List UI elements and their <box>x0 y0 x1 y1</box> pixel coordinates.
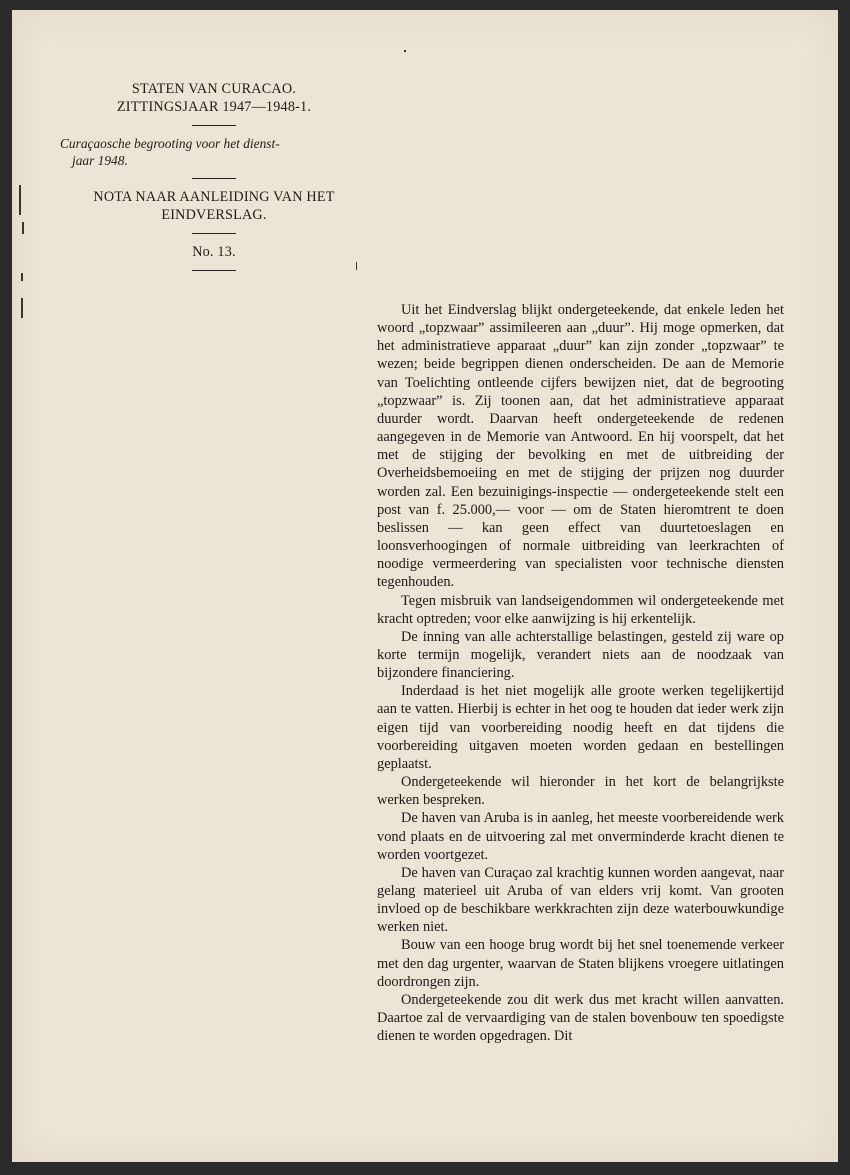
paragraph: Ondergeteekende zou dit werk dus met kracht willen aanvatten. Daartoe zal de vervaardiging van de stalen bovenbouw ten spoedigste dienen te worden opgedragen. Dit <box>377 991 784 1045</box>
paragraph: Inderdaad is het niet mogelijk alle groote werken tegelijkertijd aan te vatten. Hierbij is echter in het oog te houden dat ieder werk zijn eigen tijd van voorbereiding noodig heeft en dat tijdens die voorbereiding uitgaven moeten worden gedaan en bestellingen geplaatst. <box>377 683 784 772</box>
document-number: No. 13. <box>192 244 236 260</box>
budget-title-line1: Curaçaosche begrooting voor het dienst- <box>60 136 280 151</box>
paragraph: Ondergeteekende wil hieronder in het kort de belangrijkste werken bespreken. <box>377 774 784 809</box>
header-divider <box>192 178 236 179</box>
margin-mark <box>22 222 24 234</box>
body-text <box>377 301 784 1045</box>
nota-title-line1: NOTA NAAR AANLEIDING VAN HET <box>93 189 335 205</box>
header-title: STATEN VAN CURACAO. <box>131 81 297 97</box>
header-divider <box>192 125 236 126</box>
document-header <box>58 80 370 280</box>
margin-mark <box>21 298 23 318</box>
header-divider <box>192 270 236 271</box>
nota-title-line2: EINDVERSLAG. <box>161 207 267 223</box>
paragraph: Uit het Eindverslag blijkt ondergeteekende, dat enkele leden het woord „topzwaar” assimileeren aan „duur”. Hij moge opmerken, dat het administratieve apparaat „duur” kan zijn zonder „topzwaar” te wezen; beide begrippen dienen onderscheiden. De aan de Memorie van Toelichting ontleende cijfers bewijzen niet, dat de begrooting „topzwaar” is. Zij toonen aan, dat het administratieve apparaat duurder wordt. Daarvan heeft ondergeteekende de redenen aangegeven in de Memorie van Antwoord. En hij voorspelt, dat het met de stijging der bevolking en met de uitbreiding der Overheidsbemoeiing en met de stijging der prijzen nog duurder worden zal. Een bezuinigings-inspectie — ondergeteekende stelt een post van f. 25.000,— voor — om de Staten hieromtrent te doen beslissen — kan geen effect van duurtetoeslagen en loonsverhoogingen of normale uitbreiding van leerkrachten of noodige vermeerdering van specialisten voor technische diensten tegenhouden. <box>377 302 784 591</box>
paragraph: De inning van alle achterstallige belastingen, gesteld zij ware op korte termijn mogelijk, verandert niets aan de noodzaak van bijzondere financiering. <box>377 628 784 682</box>
margin-mark <box>21 273 23 281</box>
header-divider <box>192 233 236 234</box>
budget-title-line2: jaar 1948. <box>72 153 128 168</box>
paragraph: De haven van Curaçao zal krachtig kunnen worden aangevat, naar gelang materieel uit Aruba of van elders vrij komt. Van grooten invloed op de beschikbare werkkrachten zijn deze waterbouwkundige werken niet. <box>377 864 784 936</box>
session-year: ZITTINGSJAAR 1947—1948-1. <box>116 99 312 115</box>
paragraph: Bouw van een hooge brug wordt bij het snel toenemende verkeer met den dag urgenter, waarvan de Staten blijkens vroegere uitlatingen doordrongen zijn. <box>377 937 784 990</box>
paragraph: De haven van Aruba is in aanleg, het meeste voorbereidende werk vond plaats en de uitvoering zal met onverminderde kracht dienen te worden voortgezet. <box>377 810 784 863</box>
stray-mark <box>404 50 406 52</box>
budget-title <box>58 135 370 169</box>
margin-mark <box>19 185 21 215</box>
paragraph: Tegen misbruik van landseigendommen wil ondergeteekende met kracht optreden; voor elke aanwijzing is hij erkentelijk. <box>377 592 784 627</box>
